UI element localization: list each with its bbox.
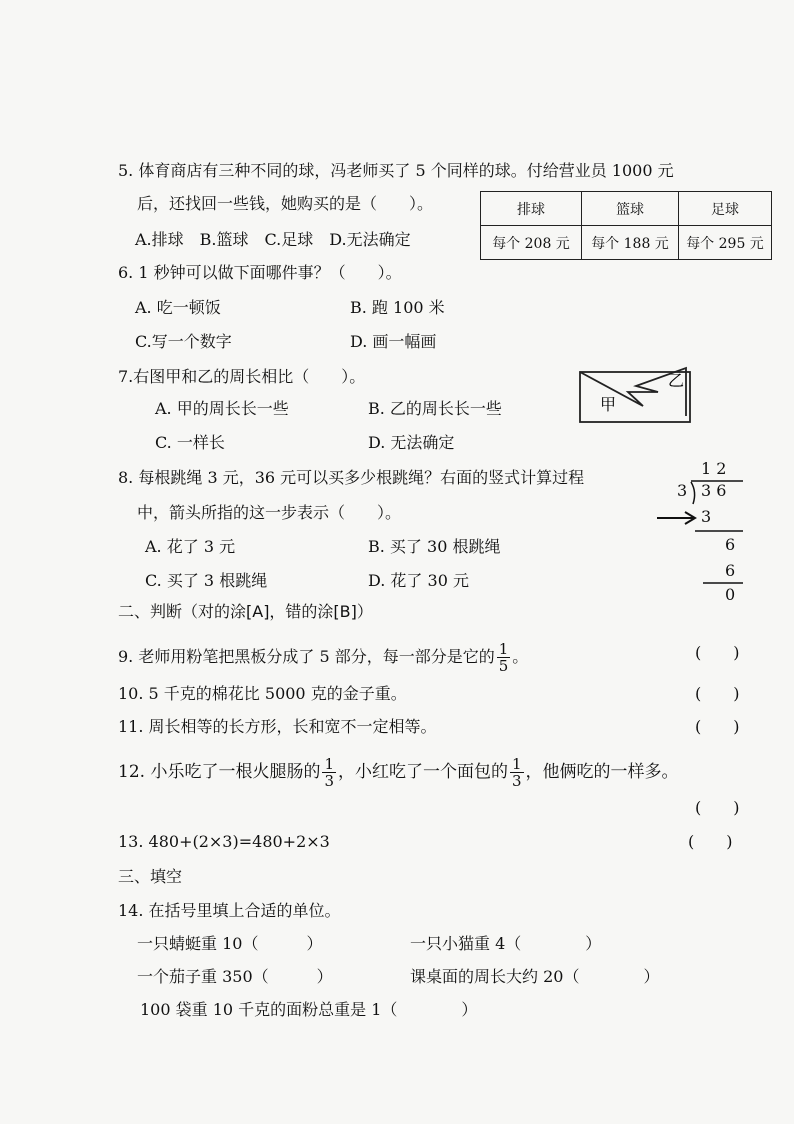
q8-option-b: B. 买了 30 根跳绳 (368, 537, 501, 556)
q8-option-c: C. 买了 3 根跳绳 (145, 571, 268, 590)
q13-answer-paren[interactable]: ( ) (688, 832, 733, 851)
q12 (118, 756, 679, 789)
q8-line2: 中，箭头所指的这一步表示（ ）。 (137, 503, 402, 522)
q13-text: 13. 480+(2×3)=480+2×3 (118, 832, 330, 851)
ball-price-table (480, 191, 772, 260)
q12-text2: ，小红吃了一个面包的 (338, 762, 508, 782)
frac-denominator: 3 (324, 772, 334, 790)
q6-option-c: C.写一个数字 (135, 332, 232, 351)
division-remainder: 0 (725, 585, 736, 604)
division-step2: 6 (725, 535, 736, 554)
division-step3: 6 (725, 561, 736, 580)
q6-stem: 6. 1 秒钟可以做下面哪件事？（ ）。 (118, 263, 402, 282)
q7-option-d: D. 无法确定 (368, 433, 455, 452)
label-yi: 乙 (668, 371, 685, 390)
table-cell: 每个 295 元 (679, 226, 772, 260)
q7-stem: 7.右图甲和乙的周长相比（ ）。 (118, 367, 366, 386)
perimeter-figure (578, 364, 694, 426)
q11-text: 11. 周长相等的长方形，长和宽不一定相等。 (118, 717, 437, 736)
q7-option-b: B. 乙的周长长一些 (368, 399, 502, 418)
table-cell: 每个 188 元 (582, 226, 679, 260)
q8-option-d: D. 花了 30 元 (368, 571, 469, 590)
table-header: 篮球 (582, 192, 679, 226)
q9 (118, 641, 528, 674)
q5-options: A.排球 B.篮球 C.足球 D.无法确定 (135, 230, 411, 249)
frac-denominator: 5 (498, 657, 509, 675)
fraction-one-third (510, 756, 524, 789)
division-quotient: 1 2 (701, 459, 727, 478)
q7-option-a: A. 甲的周长长一些 (155, 399, 289, 418)
q9-end: 。 (512, 647, 529, 666)
q10-text: 10. 5 千克的棉花比 5000 克的金子重。 (118, 684, 407, 703)
frac-numerator: 1 (498, 640, 509, 658)
q8-option-a: A. 花了 3 元 (145, 537, 236, 556)
q7-option-c: C. 一样长 (155, 433, 225, 452)
section3-title: 三、填空 (118, 867, 183, 886)
frac-denominator: 3 (512, 772, 522, 790)
q11-answer-paren[interactable]: ( ) (695, 717, 740, 736)
section2-title: 二、判断（对的涂[A]，错的涂[B]） (118, 602, 373, 621)
q14-stem: 14. 在括号里填上合适的单位。 (118, 901, 341, 920)
q9-answer-paren[interactable]: ( ) (695, 643, 740, 662)
division-bracket-lines (655, 458, 745, 608)
q5-line1: 5. 体育商店有三种不同的球，冯老师买了 5 个同样的球。付给营业员 1000 元 (118, 161, 674, 180)
table-header: 足球 (679, 192, 772, 226)
q5-line2: 后，还找回一些钱，她购买的是（ ）。 (137, 194, 434, 213)
arrow-right-icon (655, 508, 699, 528)
q12-text3: ，他俩吃的一样多。 (525, 762, 679, 782)
q12-text1: 12. 小乐吃了一根火腿肠的 (118, 762, 321, 782)
q14-item5[interactable]: 100 袋重 10 千克的面粉总重是 1（ ） (140, 1000, 478, 1019)
division-divisor: 3 (677, 481, 688, 500)
q12-answer-paren[interactable]: ( ) (695, 798, 740, 817)
q14-item1[interactable]: 一只蜻蜓重 10（ ） (137, 934, 323, 953)
q6-option-b: B. 跑 100 米 (350, 298, 445, 317)
q8-line1: 8. 每根跳绳 3 元，36 元可以买多少根跳绳？右面的竖式计算过程 (118, 468, 585, 487)
frac-numerator: 1 (324, 755, 334, 773)
division-dividend: 3 6 (701, 481, 727, 500)
division-step1: 3 (701, 507, 712, 526)
q6-option-d: D. 画一幅画 (350, 332, 437, 351)
q9-text: 9. 老师用粉笔把黑板分成了 5 部分，每一部分是它的 (118, 647, 495, 666)
long-division (655, 458, 745, 608)
label-jia: 甲 (600, 395, 617, 414)
fraction-one-third (322, 756, 336, 789)
q14-item4[interactable]: 课桌面的周长大约 20（ ） (410, 967, 660, 986)
q14-item2[interactable]: 一只小猫重 4（ ） (410, 934, 602, 953)
q6-option-a: A. 吃一顿饭 (135, 298, 221, 317)
q10-answer-paren[interactable]: ( ) (695, 684, 740, 703)
fraction-one-fifth (497, 641, 511, 674)
table-header: 排球 (481, 192, 582, 226)
table-cell: 每个 208 元 (481, 226, 582, 260)
frac-numerator: 1 (512, 755, 522, 773)
q14-item3[interactable]: 一个茄子重 350（ ） (137, 967, 333, 986)
